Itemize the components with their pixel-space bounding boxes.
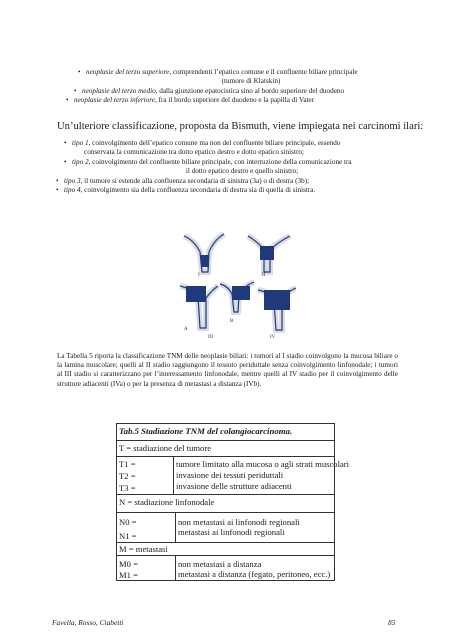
t2-code: T2 = [119,471,136,481]
m0-desc: non metastasi a distanza [178,559,262,569]
bismuth-figure [178,228,296,340]
bismuth-heading: Un’ulteriore classificazione, proposta da Bismuth, viene impiegata nei carcinomi ilari: [57,121,424,132]
m1-code: M1 = [119,570,138,580]
list-item: • tipo 4, coinvolgimento sia della confluenza secondaria di destra sia di quella di sinistra. [56,186,412,195]
figure-label: III [208,335,213,340]
bismuth-type-list [56,139,412,195]
figure-label: B [230,319,234,324]
n1-code: N1 = [119,531,137,541]
footer-authors: Favella, Rosso, Ciabetti [52,618,124,627]
n-header-row [117,495,334,513]
duct-type-1 [184,234,224,272]
duct-type-3a [180,286,218,328]
list-item: • neoplasie del terzo medio, dalla giunzione epatocistica sino al bordo superiore del duodeno [74,87,416,96]
table-title: Tab.5 Stadiazione TNM del colangiocarcinoma. [119,426,293,436]
location-classification-list [56,68,416,106]
duct-type-2 [248,236,290,272]
duct-type-4 [258,288,296,330]
tnm-table [116,423,350,581]
n0-desc: non metastasi ai linfonodi regionali [178,517,300,527]
list-item: • neoplasie del terzo superiore, comprendenti l’epatico comune e il confluente biliare principale (tumore di Klatskin) [78,68,416,87]
n0-code: N0 = [119,517,137,527]
page-number: 85 [388,618,396,627]
t3-desc: invasione delle strutture adiacenti [176,481,292,491]
list-item: • tipo 1, coinvolgimento dell’epatico comune ma non del confluente biliare principale, essendo conservata la comunicazione tra dotto epatico destro e dotto epatico sinistro; [64,139,412,158]
n1-desc: metastasi ai linfonodi regionali [178,527,285,537]
list-item: • neoplasie del terzo inferiore, fra il bordo superiore del duodeno e la papilla di Vater [66,96,416,105]
n-header: N = stadiazione linfonodale [119,497,215,507]
figure-label: IV [270,335,276,340]
table-title-row [117,424,334,441]
m0-code: M0 = [119,559,138,569]
duct-type-3b [220,282,254,312]
figure-label: A [184,327,188,332]
tnm-paragraph: La Tabella 5 riporta la classificazione TNM delle neoplasie biliari: i tumori al I stadio coinvolgono la mucosa biliare o la lamina muscolare; quelli al II stadio raggiungono il tessuto periduttale senza coinvolgimento linfonodale; i tumori al III stadio si caratterizzano per l’interessamento linfonodale, mentre quelli al IV stadio per il coinvolgimento delle strutture adiacenti (IVa) o per la presenza di metastasi a distanza (IVb). [57,352,398,388]
m-rows [117,556,334,581]
t3-code: T3 = [119,483,136,493]
t-header-row [117,441,334,457]
t2-desc: invasione dei tessuti periduttali [176,470,284,480]
t-rows [117,457,350,495]
list-item: • tipo 3, il tumore si estende alla confluenza secondaria di sinistra (3a) o di destra (3b); [56,177,412,186]
m-header-row [117,543,334,556]
figure-label: II [262,273,266,278]
figure-label: I [198,273,200,278]
t-header: T = stadiazione del tumore [119,443,212,453]
n-rows [117,513,334,543]
t1-desc: tumore limitato alla mucosa o agli strati muscolari [176,459,350,469]
m1-desc: metastasi a distanza (fegato, peritoneo, ecc.) [178,569,331,579]
bile-duct-diagram [178,228,296,340]
t1-code: T1 = [119,459,136,469]
list-item: • tipo 2, coinvolgimento del confluente biliare principale, con interruzione della comunicazione tra il dotto epatico destro e quello sinistro; [64,158,412,177]
m-header: M = metastasi [119,544,168,554]
